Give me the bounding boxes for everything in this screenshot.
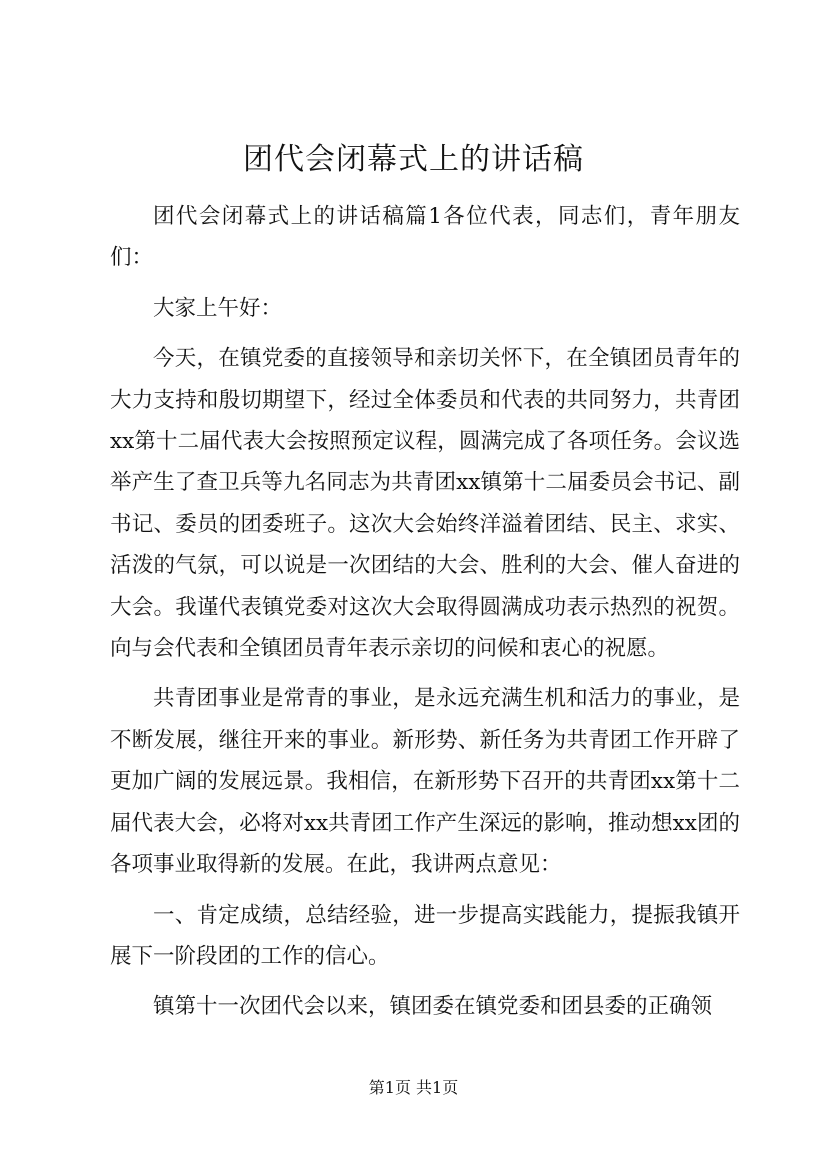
paragraph-review: 镇第十一次团代会以来，镇团委在镇党委和团县委的正确领 [153, 994, 713, 1020]
paragraph-opening: 今天，在镇党委的直接领导和亲切关怀下，在全镇团员青年的大力支持和殷切期望下，经过全体委员和代表的共同努力，共青团xx第十二届代表大会按照预定议程，圆满完成了各项任务。会议选举产生了查卫兵等九名同志为共青团xx镇第十二届委员会书记、副书记、委员的团委班子。这次大会始终洋溢着团结、民主、求实、活泼的气氛，可以说是一次团结的大会、胜利的大会、催人奋进的大会。我谨代表镇党委对这次大会取得圆满成功表示热烈的祝贺。向与会代表和全镇团员青年表示亲切的问候和衷心的祝愿。 [110, 346, 740, 662]
paragraph-point-one: 一、肯定成绩，总结经验，进一步提高实践能力，提振我镇开展下一阶段团的工作的信心。 [110, 902, 740, 969]
document-body [110, 196, 740, 1037]
page-footer: 第1页 共1页 [368, 1078, 459, 1097]
paragraph-salutation: 大家上午好： [153, 295, 283, 321]
paragraph-greeting: 团代会闭幕式上的讲话稿篇1各位代表，同志们，青年朋友们： [110, 204, 740, 271]
paragraph-youth-cause: 共青团事业是常青的事业，是永远充满生机和活力的事业，是不断发展，继往开来的事业。新形势、新任务为共青团工作开辟了更加广阔的发展远景。我相信，在新形势下召开的共青团xx第十二届代表大会，必将对xx共青团工作产生深远的影响，推动想xx团的各项事业取得新的发展。在此，我讲两点意见： [110, 686, 740, 878]
document-title: 团代会闭幕式上的讲话稿 [243, 142, 584, 177]
